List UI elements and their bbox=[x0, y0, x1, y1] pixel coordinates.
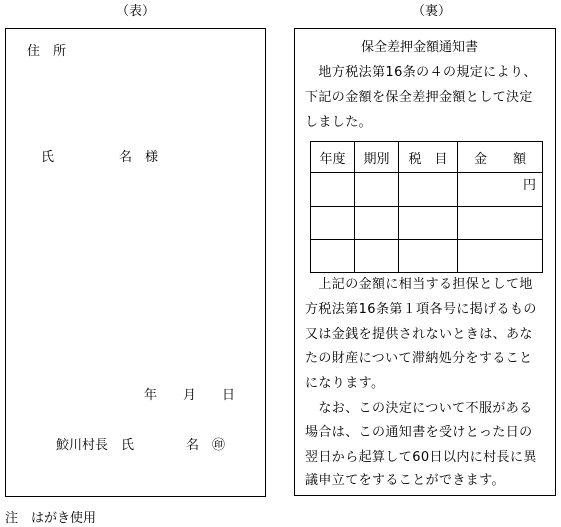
front-caption: （表） bbox=[116, 4, 156, 19]
notice-line: 又は金銭を提供されないときは、あな bbox=[305, 327, 533, 342]
table-cell bbox=[399, 173, 458, 207]
table-cell bbox=[458, 240, 543, 273]
recipient-name-label: 氏 名 様 bbox=[41, 150, 159, 165]
table-row bbox=[311, 240, 543, 273]
notice-line: 上記の金額に相当する担保として地 bbox=[305, 277, 533, 292]
notice-line: たの財産について滞納処分をすること bbox=[305, 351, 533, 366]
header-amount: 金 額 bbox=[458, 142, 543, 173]
header-period: 期別 bbox=[355, 142, 399, 173]
table-cell bbox=[355, 173, 399, 207]
address-label: 住 所 bbox=[27, 44, 67, 59]
table-cell bbox=[311, 240, 355, 273]
table-cell bbox=[355, 240, 399, 273]
back-caption: （裏） bbox=[412, 4, 452, 19]
table-header-row bbox=[311, 142, 543, 173]
notice-title: 保全差押金額通知書 bbox=[361, 40, 479, 55]
amount-unit: 円 bbox=[458, 173, 543, 207]
notice-line: 方税法第16条第１項各号に掲げるもの bbox=[305, 302, 537, 317]
table-cell bbox=[458, 207, 543, 240]
table-cell bbox=[311, 173, 355, 207]
table-cell bbox=[399, 207, 458, 240]
notice-line: なお、この決定について不服がある bbox=[305, 401, 533, 416]
intro-line: 下記の金額を保全差押金額として決定 bbox=[305, 90, 533, 105]
date-label: 年 月 日 bbox=[144, 388, 236, 403]
header-tax-item: 税 目 bbox=[399, 142, 458, 173]
notice-line: 翌日から起算して60日以内に村長に異 bbox=[305, 450, 537, 465]
table-cell bbox=[355, 207, 399, 240]
table-row bbox=[311, 173, 543, 207]
footnote: 注 はがき使用 bbox=[5, 511, 97, 526]
issuer-label: 鮫川村長 氏 名 ㊞ bbox=[56, 438, 226, 453]
table-cell bbox=[311, 207, 355, 240]
intro-line: 地方税法第16条の４の規定により、 bbox=[305, 65, 537, 80]
notice-line: 議申立てをすることができます。 bbox=[305, 473, 505, 488]
front-panel bbox=[5, 28, 266, 497]
notice-line: になります。 bbox=[305, 376, 385, 391]
table-cell bbox=[399, 240, 458, 273]
notice-line: 場合は、この通知書を受けとった日の bbox=[305, 425, 533, 440]
table-row bbox=[311, 207, 543, 240]
header-fiscal-year: 年度 bbox=[311, 142, 355, 173]
amount-table bbox=[310, 141, 543, 273]
intro-line: しました。 bbox=[305, 115, 373, 130]
